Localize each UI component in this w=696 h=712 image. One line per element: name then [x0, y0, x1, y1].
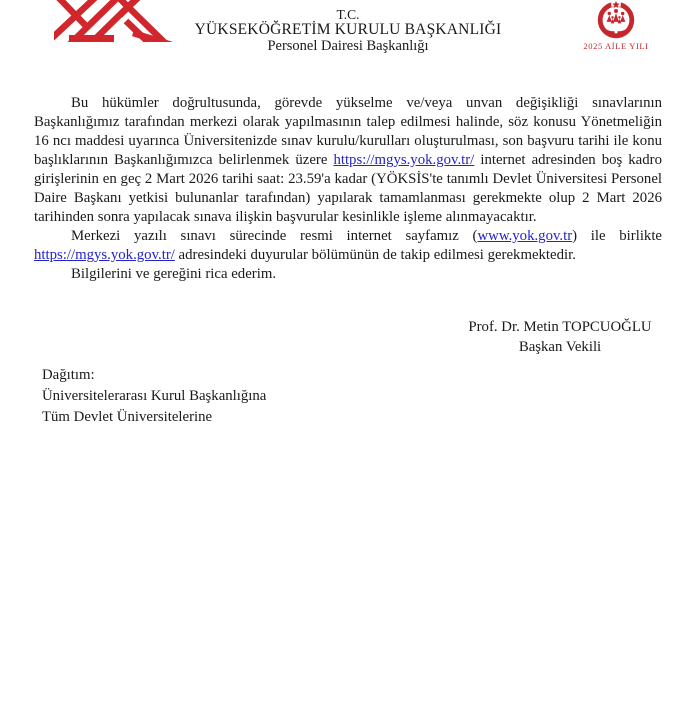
header-subtitle: Personel Dairesi Başkanlığı — [267, 38, 429, 54]
family-year-emblem-icon — [593, 0, 639, 40]
body-paragraph — [34, 94, 662, 227]
paragraph-text: ) ile birlikte — [572, 228, 663, 244]
body-paragraph — [34, 227, 662, 265]
body-paragraph — [34, 265, 662, 284]
header-tc: T.C. — [336, 7, 360, 22]
signature-name: Prof. Dr. Metin TOPCUOĞLU — [468, 319, 652, 335]
distribution-label: Dağıtım: — [42, 367, 95, 383]
hyperlink[interactable]: https://mgys.yok.gov.tr/ — [34, 247, 175, 263]
paragraph-text: adresindeki duyurular bölümünün de takip edilmesi gerekmektedir. — [174, 247, 576, 263]
paragraph-text: Bu hükümler doğrultusunda, görevde yükselme ve/veya unvan değişikliği sınavlarının Başkanlığımız tarafından merkezi olarak yapılmasının talep edilmesi halinde, söz konusu Yönetmeliğin 16 ncı maddesi uyarınca Üniversitenizde sınav kurulu/kurulları oluşturulması, son başvuru tarihi ile konu başlıklarının Başkanlığımızca belirlenmek üzere — [34, 95, 662, 168]
distribution-item: Üniversitelerarası Kurul Başkanlığına — [42, 388, 267, 404]
paragraph-text: Merkezi yazılı sınavı sürecinde resmi internet sayfamız ( — [71, 228, 478, 244]
paragraph-text: Bilgilerini ve gereğini rica ederim. — [71, 266, 277, 282]
header-title: YÜKSEKÖĞRETİM KURULU BAŞKANLIĞI — [194, 21, 502, 38]
distribution-item: Tüm Devlet Üniversitelerine — [42, 409, 213, 425]
emblem-caption: 2025 AİLE YILI — [583, 41, 649, 51]
distribution-block — [42, 365, 696, 428]
family-year-emblem — [578, 0, 654, 51]
signature-block — [435, 317, 685, 357]
signature-title: Başkan Vekili — [518, 339, 602, 355]
yok-logo-icon — [54, 0, 172, 42]
hyperlink[interactable]: https://mgys.yok.gov.tr/ — [333, 152, 475, 168]
letterhead — [0, 0, 696, 61]
hyperlink[interactable]: www.yok.gov.tr — [477, 228, 573, 244]
paragraph-text: internet adresinden boş kadro girişlerinin en geç 2 Mart 2026 tarihi saat: 23.59'a kadar (YÖKSİS'te tanımlı Devlet Üniversitesi Personel Daire Başkanı yetkisi bulunanlar tarafından) yapılarak tamamlanması gerekmekte olup 2 Mart 2026 tarihinden sonra yapılacak sınava ilişkin başvurular kesinlikle işleme alınmayacaktır. — [34, 152, 662, 225]
letter-body — [34, 94, 662, 284]
